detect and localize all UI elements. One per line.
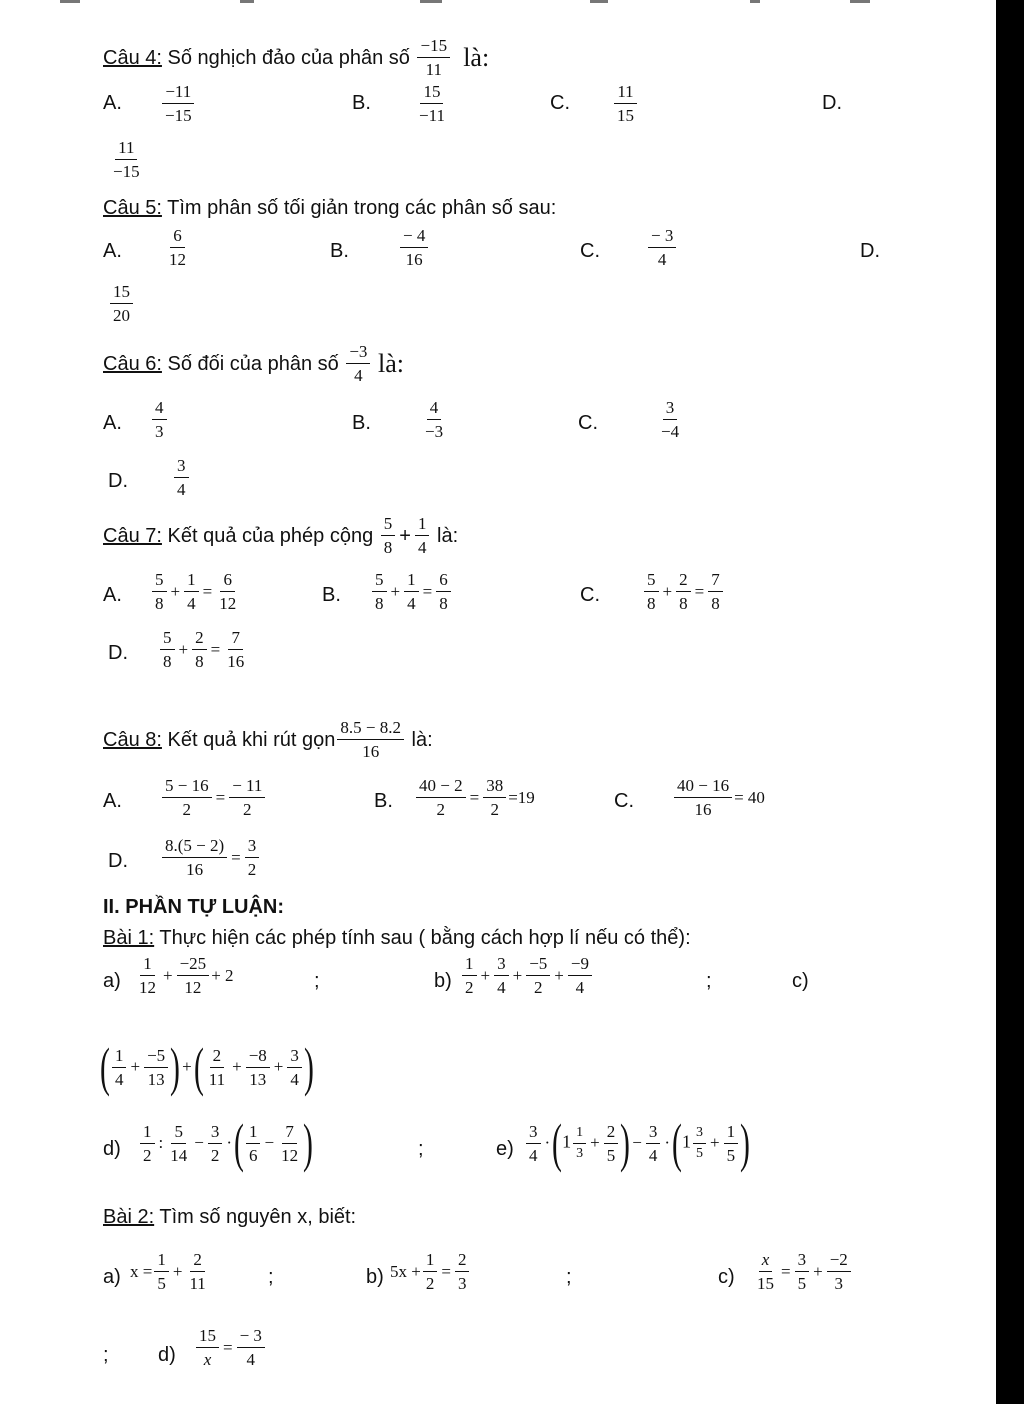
q4-title: Câu 4: [103, 46, 162, 69]
bai1-e-label: e) [496, 1138, 514, 1160]
q6-fraction: −3 4 [346, 342, 370, 385]
q4-option-b-frac: $\frac{15}{-11}$ [419, 82, 445, 125]
q6-title: Câu 6: [103, 352, 162, 375]
part2-title: II. PHẦN TỰ LUẬN: [103, 896, 285, 918]
q5-option-b-frac: $\frac{- 4}{16}$ [398, 226, 430, 269]
q8-option-b-expr: $\frac{40 - 2}{2}$ = $\frac{38}{2}$ =19 [414, 776, 535, 819]
bai2-title: Bài 2: [103, 1206, 155, 1228]
q7-option-c-expr: 5 8 + $\frac{2}{8}$ = $\frac{7}{8}$ [642, 570, 725, 613]
q5-option-a-frac: $\frac{6}{12}$ [169, 226, 186, 269]
bai1-a-sep: ; [314, 970, 320, 992]
q6-option-b-frac: $\frac{4}{-3}$ [425, 398, 444, 441]
q7-heading: Câu 7: Kết quả của phép cộng 5 8 + $\frac{1}{4}$ là: [103, 514, 459, 557]
q4-text: Số nghịch đảo của phân số [167, 46, 410, 69]
bai2-b-expr: 5x + $\frac{1}{2}$ = $\frac{2}{3}$ [390, 1250, 471, 1293]
q8-option-c-expr: $\frac{40 - 16}{16}$ = 40 [672, 776, 765, 819]
q7-option-d-label[interactable]: D. [108, 642, 128, 664]
q6-heading [103, 342, 404, 385]
bai1-heading [103, 927, 691, 949]
bai2-b-label: b) [366, 1266, 384, 1288]
q6-option-d-frac: $\frac{3}{4}$ [172, 456, 191, 499]
bai2-c-expr: $\frac{x}{15}$ = $\frac{3}{5}$ + $\frac{-2}{3}$ [752, 1250, 853, 1293]
bai1-a-label: a) [103, 970, 121, 992]
bai1-title: Bài 1: [103, 927, 155, 949]
q7-option-c-label[interactable]: C. [580, 584, 600, 606]
q6-option-a-frac: $\frac{4}{3}$ [150, 398, 169, 441]
bai1-b-label: b) [434, 970, 452, 992]
bai1-a-expr: 1 12 + $\frac{-25}{12}$ + 2 [139, 954, 234, 997]
q8-option-a-label[interactable]: A. [103, 790, 122, 812]
bai2-text: Tìm số nguyên x, biết: [159, 1206, 357, 1228]
bai2-d-label: d) [158, 1344, 176, 1366]
q4-fraction: −15 11 [417, 36, 450, 79]
q7-text: Kết quả của phép cộng [167, 524, 374, 547]
q8-option-b-label[interactable]: B. [374, 790, 393, 812]
cropped-top-edge [0, 0, 996, 10]
bai2-a-expr: x = $\frac{1}{5}$ + $\frac{2}{11}$ [130, 1250, 206, 1293]
q5-option-d-label[interactable]: D. [860, 240, 880, 262]
q6-option-d-label[interactable]: D. [108, 470, 128, 492]
q7-option-b-label[interactable]: B. [322, 584, 341, 606]
bai2-d-expr: $\frac{15}{x}$ = $\frac{- 3}{4}$ [194, 1326, 267, 1369]
black-edge-border [996, 0, 1024, 1404]
q8-text: Kết quả khi rút gọn [167, 728, 336, 751]
q4-la: là: [463, 42, 490, 72]
q8-option-a-expr: $\frac{5 - 16}{2}$ = $\frac{- 11}{2}$ [160, 776, 267, 819]
bai1-text: Thực hiện các phép tính sau ( bằng cách hợp lí nếu có thể): [159, 927, 691, 949]
q6-option-b-label[interactable]: B. [352, 412, 371, 434]
q7-option-b-expr: 5 8 + $\frac{1}{4}$ = $\frac{6}{8}$ [370, 570, 453, 613]
q4-heading [103, 36, 489, 79]
bai1-c-expr: ( 1 4 + $\frac{-5}{13}$ ) + ( 2 11 + $\frac{-8}{13}$ + $\frac{3}{4}$ ) [100, 1037, 314, 1097]
bai1-b-expr: 1 2 + $\frac{3}{4}$ + $\frac{-5}{2}$ + $\frac{-9}{4}$ [460, 954, 594, 997]
q5-option-b-label[interactable]: B. [330, 240, 349, 262]
q4-option-a-frac: $\frac{-11}{-15}$ [160, 82, 197, 125]
q4-option-a-label[interactable]: A. [103, 92, 122, 114]
q5-heading [103, 197, 556, 219]
bai2-heading [103, 1206, 356, 1228]
q8-title: Câu 8: [103, 728, 162, 751]
q7-option-a-expr: 5 8 + $\frac{1}{4}$ = $\frac{6}{12}$ [150, 570, 241, 613]
bai1-e-expr: 3 4 · ( 1 $\frac{1}{3}$ + $\frac{2}{5}$ ) − $\frac{3}{4}$ · ( 1 $\frac{3}{5}$ + $\frac{1}{5}$ ) [524, 1116, 750, 1170]
q6-text: Số đối của phân số [167, 352, 339, 375]
bai1-d-expr: 1 2 : 5 14 − $\frac{3}{2}$ · ( 1 6 − $\frac{7}{12}$ ) [138, 1116, 313, 1170]
q6-option-c-frac: $\frac{3}{-4}$ [661, 398, 680, 441]
q5-option-a-label[interactable]: A. [103, 240, 122, 262]
bai1-b-sep: ; [706, 970, 712, 992]
q4-option-c-frac: $\frac{11}{15}$ [612, 82, 639, 125]
bai1-d-label: d) [103, 1138, 121, 1160]
q8-option-c-label[interactable]: C. [614, 790, 634, 812]
bai2-b-sep: ; [566, 1266, 572, 1288]
bai2-a-label: a) [103, 1266, 121, 1288]
bai2-c-label: c) [718, 1266, 735, 1288]
q7-title: Câu 7: [103, 524, 162, 547]
q4-option-b-label[interactable]: B. [352, 92, 371, 114]
q4-option-d-label[interactable]: D. [822, 92, 842, 114]
q6-option-c-label[interactable]: C. [578, 412, 598, 434]
q6-la: là: [377, 348, 404, 378]
bai2-a-sep: ; [268, 1266, 274, 1288]
q5-option-c-label[interactable]: C. [580, 240, 600, 262]
bai1-d-sep: ; [418, 1138, 424, 1160]
q5-option-c-frac: $\frac{- 3}{4}$ [646, 226, 678, 269]
bai1-c-label: c) [792, 970, 809, 992]
q6-option-a-label[interactable]: A. [103, 412, 122, 434]
q5-option-d-frac: $\frac{15}{20}$ [108, 282, 135, 325]
bai2-d-pre: ; [103, 1344, 109, 1366]
q5-title: Câu 5: [103, 197, 162, 219]
q7-option-a-label[interactable]: A. [103, 584, 122, 606]
q8-option-d-label[interactable]: D. [108, 850, 128, 872]
q4-option-c-label[interactable]: C. [550, 92, 570, 114]
q7-option-d-expr: 5 8 + $\frac{2}{8}$ = $\frac{7}{16}$ [158, 628, 249, 671]
q4-option-d-frac: $\frac{11}{-15}$ [113, 138, 140, 181]
q8-fraction: 8.5 − 8.2 16 [337, 718, 404, 761]
q8-option-d-expr: $\frac{8.(5 - 2)}{16}$ = $\frac{3}{2}$ [160, 836, 261, 879]
q5-text: Tìm phân số tối giản trong các phân số sau: [167, 197, 557, 219]
q8-heading: Câu 8: Kết quả khi rút gọn 8.5 − 8.2 16 là: [103, 718, 433, 761]
